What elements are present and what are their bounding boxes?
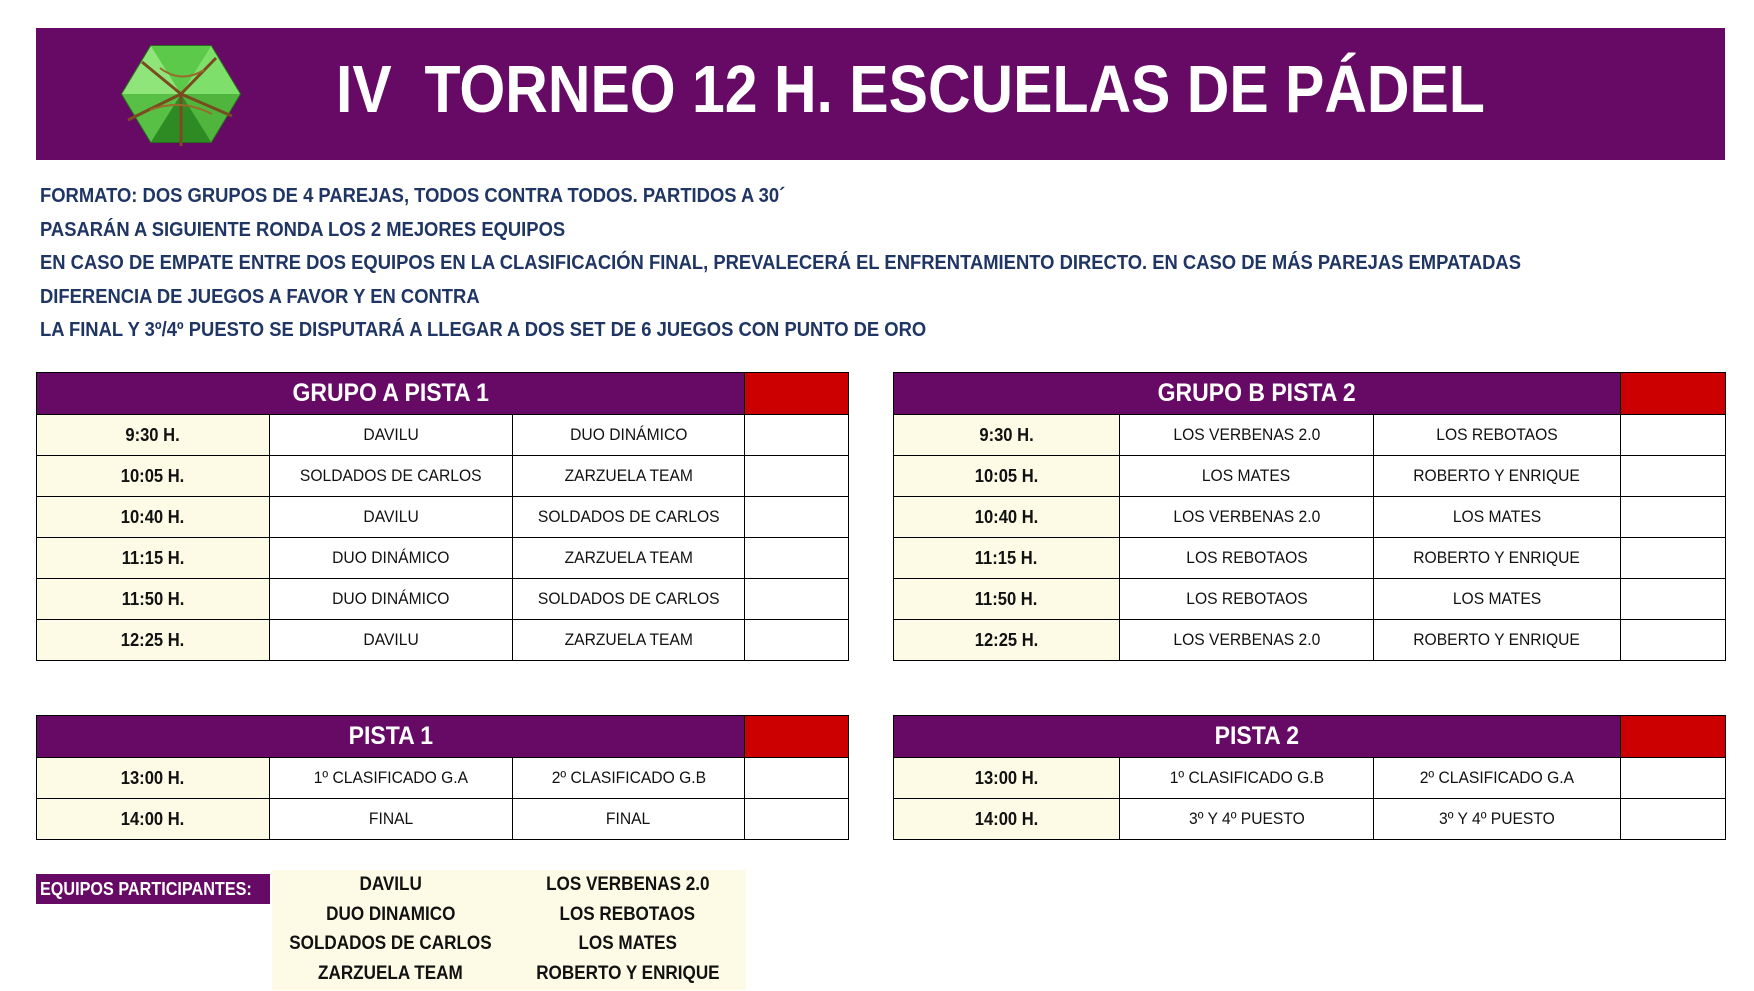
rule-line: DIFERENCIA DE JUEGOS A FAVOR Y EN CONTRA <box>40 285 480 308</box>
table-row <box>37 415 849 456</box>
team-cell: LOS REBOTAOS <box>1120 579 1374 620</box>
team-cell: DUO DINÁMICO <box>513 415 745 456</box>
score-cell[interactable] <box>745 497 849 538</box>
team-cell: LOS MATES <box>1374 497 1621 538</box>
rule-line: EN CASO DE EMPATE ENTRE DOS EQUIPOS EN LA CLASIFICACIÓN FINAL, PREVALECERÁ EL ENFRENTAMIENTO DIRECTO. EN CASO DE MÁS PAREJAS EMPATADAS <box>40 252 1521 274</box>
team-cell: 2º CLASIFICADO G.B <box>513 758 745 799</box>
match-time: 13:00 H. <box>894 758 1120 799</box>
score-cell[interactable] <box>745 415 849 456</box>
match-time: 13:00 H. <box>37 758 270 799</box>
team-cell: 1º CLASIFICADO G.A <box>270 758 513 799</box>
score-cell[interactable] <box>745 579 849 620</box>
participants-column-1 <box>272 870 509 988</box>
team-cell: LOS MATES <box>1120 456 1374 497</box>
score-cell[interactable] <box>745 799 849 840</box>
score-cell[interactable] <box>1621 799 1726 840</box>
pista-2-title: PISTA 2 <box>894 716 1621 758</box>
team-cell: SOLDADOS DE CARLOS <box>270 456 513 497</box>
table-row <box>37 497 849 538</box>
team-cell: LOS VERBENAS 2.0 <box>1120 620 1374 661</box>
participants-label: EQUIPOS PARTICIPANTES: <box>36 874 270 904</box>
table-row <box>894 497 1726 538</box>
team-cell: 3º Y 4º PUESTO <box>1120 799 1374 840</box>
match-time: 11:50 H. <box>37 579 270 620</box>
list-item: DUO DINAMICO <box>325 903 456 925</box>
score-cell[interactable] <box>1621 538 1726 579</box>
team-cell: DUO DINÁMICO <box>270 538 513 579</box>
score-cell[interactable] <box>1621 415 1726 456</box>
match-time: 11:15 H. <box>894 538 1120 579</box>
score-cell[interactable] <box>1621 579 1726 620</box>
group-a-title: GRUPO A PISTA 1 <box>37 373 745 415</box>
score-header-red <box>745 716 849 758</box>
team-cell: 1º CLASIFICADO G.B <box>1120 758 1374 799</box>
match-time: 12:25 H. <box>894 620 1120 661</box>
table-row <box>894 579 1726 620</box>
green-hexagon-star-logo-icon <box>120 38 242 150</box>
table-row <box>37 579 849 620</box>
match-time: 10:05 H. <box>894 456 1120 497</box>
match-time: 9:30 H. <box>894 415 1120 456</box>
team-cell: ROBERTO Y ENRIQUE <box>1374 620 1621 661</box>
match-time: 14:00 H. <box>894 799 1120 840</box>
list-item: ZARZUELA TEAM <box>318 962 463 984</box>
header-banner <box>36 28 1725 160</box>
match-time: 10:05 H. <box>37 456 270 497</box>
match-time: 12:25 H. <box>37 620 270 661</box>
score-cell[interactable] <box>745 456 849 497</box>
score-cell[interactable] <box>1621 620 1726 661</box>
list-item: SOLDADOS DE CARLOS <box>289 933 492 954</box>
match-time: 11:15 H. <box>37 538 270 579</box>
team-cell: ZARZUELA TEAM <box>513 538 745 579</box>
participants-list <box>272 870 746 990</box>
table-row <box>37 758 849 799</box>
team-cell: 3º Y 4º PUESTO <box>1374 799 1621 840</box>
list-item: LOS REBOTAOS <box>559 903 696 925</box>
team-cell: ZARZUELA TEAM <box>513 620 745 661</box>
score-cell[interactable] <box>745 620 849 661</box>
table-row <box>894 538 1726 579</box>
team-cell: LOS REBOTAOS <box>1120 538 1374 579</box>
rule-line: PASARÁN A SIGUIENTE RONDA LOS 2 MEJORES EQUIPOS <box>40 218 566 241</box>
score-cell[interactable] <box>1621 456 1726 497</box>
table-row <box>37 456 849 497</box>
team-cell: DAVILU <box>270 620 513 661</box>
team-cell: SOLDADOS DE CARLOS <box>513 497 745 538</box>
rule-line: LA FINAL Y 3º/4º PUESTO SE DISPUTARÁ A LLEGAR A DOS SET DE 6 JUEGOS CON PUNTO DE ORO <box>40 319 927 341</box>
group-b-title: GRUPO B PISTA 2 <box>894 373 1621 415</box>
match-time: 10:40 H. <box>894 497 1120 538</box>
group-a-table <box>36 372 849 661</box>
match-time: 11:50 H. <box>894 579 1120 620</box>
pista-2-table <box>893 715 1726 840</box>
team-cell: LOS MATES <box>1374 579 1621 620</box>
team-cell: ROBERTO Y ENRIQUE <box>1374 538 1621 579</box>
score-cell[interactable] <box>1621 497 1726 538</box>
list-item: LOS MATES <box>578 933 677 954</box>
score-cell[interactable] <box>745 758 849 799</box>
table-row <box>894 799 1726 840</box>
participants-column-2 <box>509 870 746 988</box>
team-cell: FINAL <box>513 799 745 840</box>
table-row <box>894 758 1726 799</box>
team-cell: LOS VERBENAS 2.0 <box>1120 497 1374 538</box>
team-cell: DUO DINÁMICO <box>270 579 513 620</box>
list-item: LOS VERBENAS 2.0 <box>545 874 710 895</box>
rules-list <box>40 180 1650 348</box>
match-time: 14:00 H. <box>37 799 270 840</box>
team-cell: LOS REBOTAOS <box>1374 415 1621 456</box>
score-header-red <box>745 373 849 415</box>
team-cell: FINAL <box>270 799 513 840</box>
pista-1-table <box>36 715 849 840</box>
team-cell: ZARZUELA TEAM <box>513 456 745 497</box>
table-row <box>894 620 1726 661</box>
list-item: DAVILU <box>359 874 422 895</box>
pista-1-title: PISTA 1 <box>37 716 745 758</box>
table-row <box>894 415 1726 456</box>
score-header-red <box>1621 716 1726 758</box>
team-cell: 2º CLASIFICADO G.A <box>1374 758 1621 799</box>
list-item: ROBERTO Y ENRIQUE <box>535 962 720 984</box>
table-row <box>894 456 1726 497</box>
team-cell: ROBERTO Y ENRIQUE <box>1374 456 1621 497</box>
match-time: 10:40 H. <box>37 497 270 538</box>
score-cell[interactable] <box>1621 758 1726 799</box>
score-cell[interactable] <box>745 538 849 579</box>
group-b-table <box>893 372 1726 661</box>
table-row <box>37 799 849 840</box>
team-cell: DAVILU <box>270 497 513 538</box>
team-cell: LOS VERBENAS 2.0 <box>1120 415 1374 456</box>
team-cell: SOLDADOS DE CARLOS <box>513 579 745 620</box>
score-header-red <box>1621 373 1726 415</box>
table-row <box>37 538 849 579</box>
table-row <box>37 620 849 661</box>
page-title: IV TORNEO 12 H. ESCUELAS DE PÁDEL <box>336 52 1485 127</box>
match-time: 9:30 H. <box>37 415 270 456</box>
rule-line: FORMATO: DOS GRUPOS DE 4 PAREJAS, TODOS CONTRA TODOS. PARTIDOS A 30´ <box>40 185 786 207</box>
team-cell: DAVILU <box>270 415 513 456</box>
